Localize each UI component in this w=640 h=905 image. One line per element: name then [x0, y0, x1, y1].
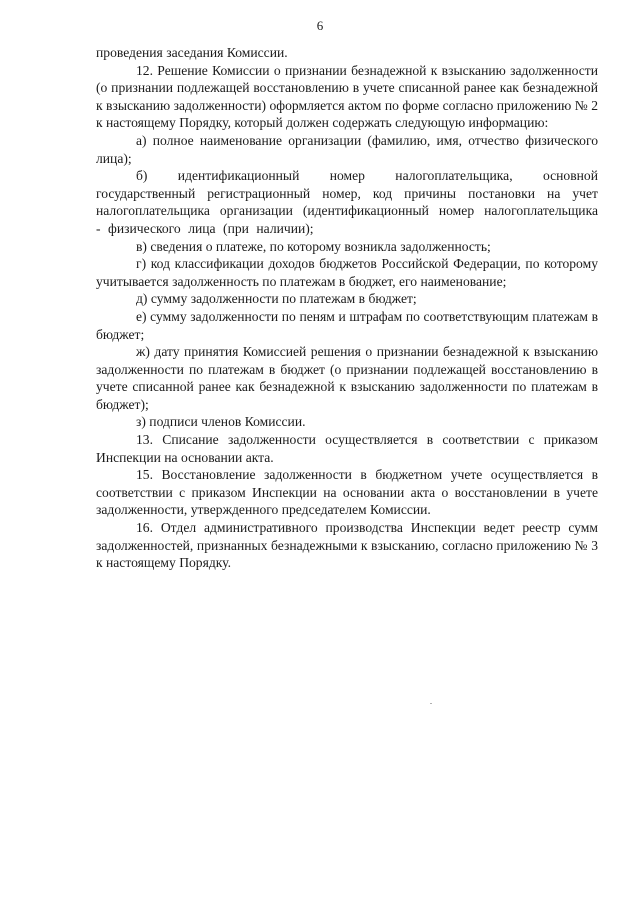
paragraph-16: 16. Отдел административного производства Инспекции ведет реестр сумм задолженностей, признанных безнадежными к взысканию, согласно приложению № 3 к настоящему Порядку.	[96, 520, 598, 571]
document-body	[96, 44, 598, 572]
paragraph-13: 13. Списание задолженности осуществляется в соответствии с приказом Инспекции на основании акта.	[96, 432, 598, 465]
paragraph-12: 12. Решение Комиссии о признании безнадежной к взысканию задолженности (о признании подлежащей восстановлению в учете списанной ранее как безнадежной к взысканию задолженности) оформляется актом по форме согласно приложению № 2 к настоящему Порядку, который должен содержать следующую информацию:	[96, 62, 598, 131]
paragraph-continuation: проведения заседания Комиссии.	[96, 45, 288, 60]
scan-speck	[430, 703, 432, 704]
paragraph-12-item-c: в) сведения о платеже, по которому возникла задолженность;	[136, 238, 491, 254]
paragraph-12-item-b: б) идентификационный номер налогоплательщика, основной государственный регистрационный номер, код причины постановки на учет налогоплательщика организации (идентификационный номер налогоплательщика - физического лица (при наличии);	[96, 168, 598, 236]
paragraph-12-item-h: з) подписи членов Комиссии.	[136, 414, 306, 430]
paragraph-12-item-a: а) полное наименование организации (фамилию, имя, отчество физического лица);	[96, 132, 598, 166]
page-number: 6	[316, 18, 324, 33]
paragraph-12-item-e: д) сумму задолженности по платежам в бюджет;	[136, 291, 417, 307]
paragraph-12-item-d: г) код классификации доходов бюджетов Российской Федерации, по которому учитывается задолженность по платежам в бюджет, его наименование;	[96, 256, 598, 289]
paragraph-12-item-g: ж) дату принятия Комиссией решения о признании безнадежной к взысканию задолженности по платежам в бюджет (о признании подлежащей восстановлению в учете списанной ранее как безнадежной к взысканию задолженности по платежам в бюджет);	[96, 344, 598, 412]
paragraph-15: 15. Восстановление задолженности в бюджетном учете осуществляется в соответствии с приказом Инспекции на основании акта о восстановлении в учете задолженности, утвержденного председателем Комиссии.	[96, 467, 598, 518]
paragraph-12-item-f: е) сумму задолженности по пеням и штрафам по соответствующим платежам в бюджет;	[96, 308, 598, 342]
